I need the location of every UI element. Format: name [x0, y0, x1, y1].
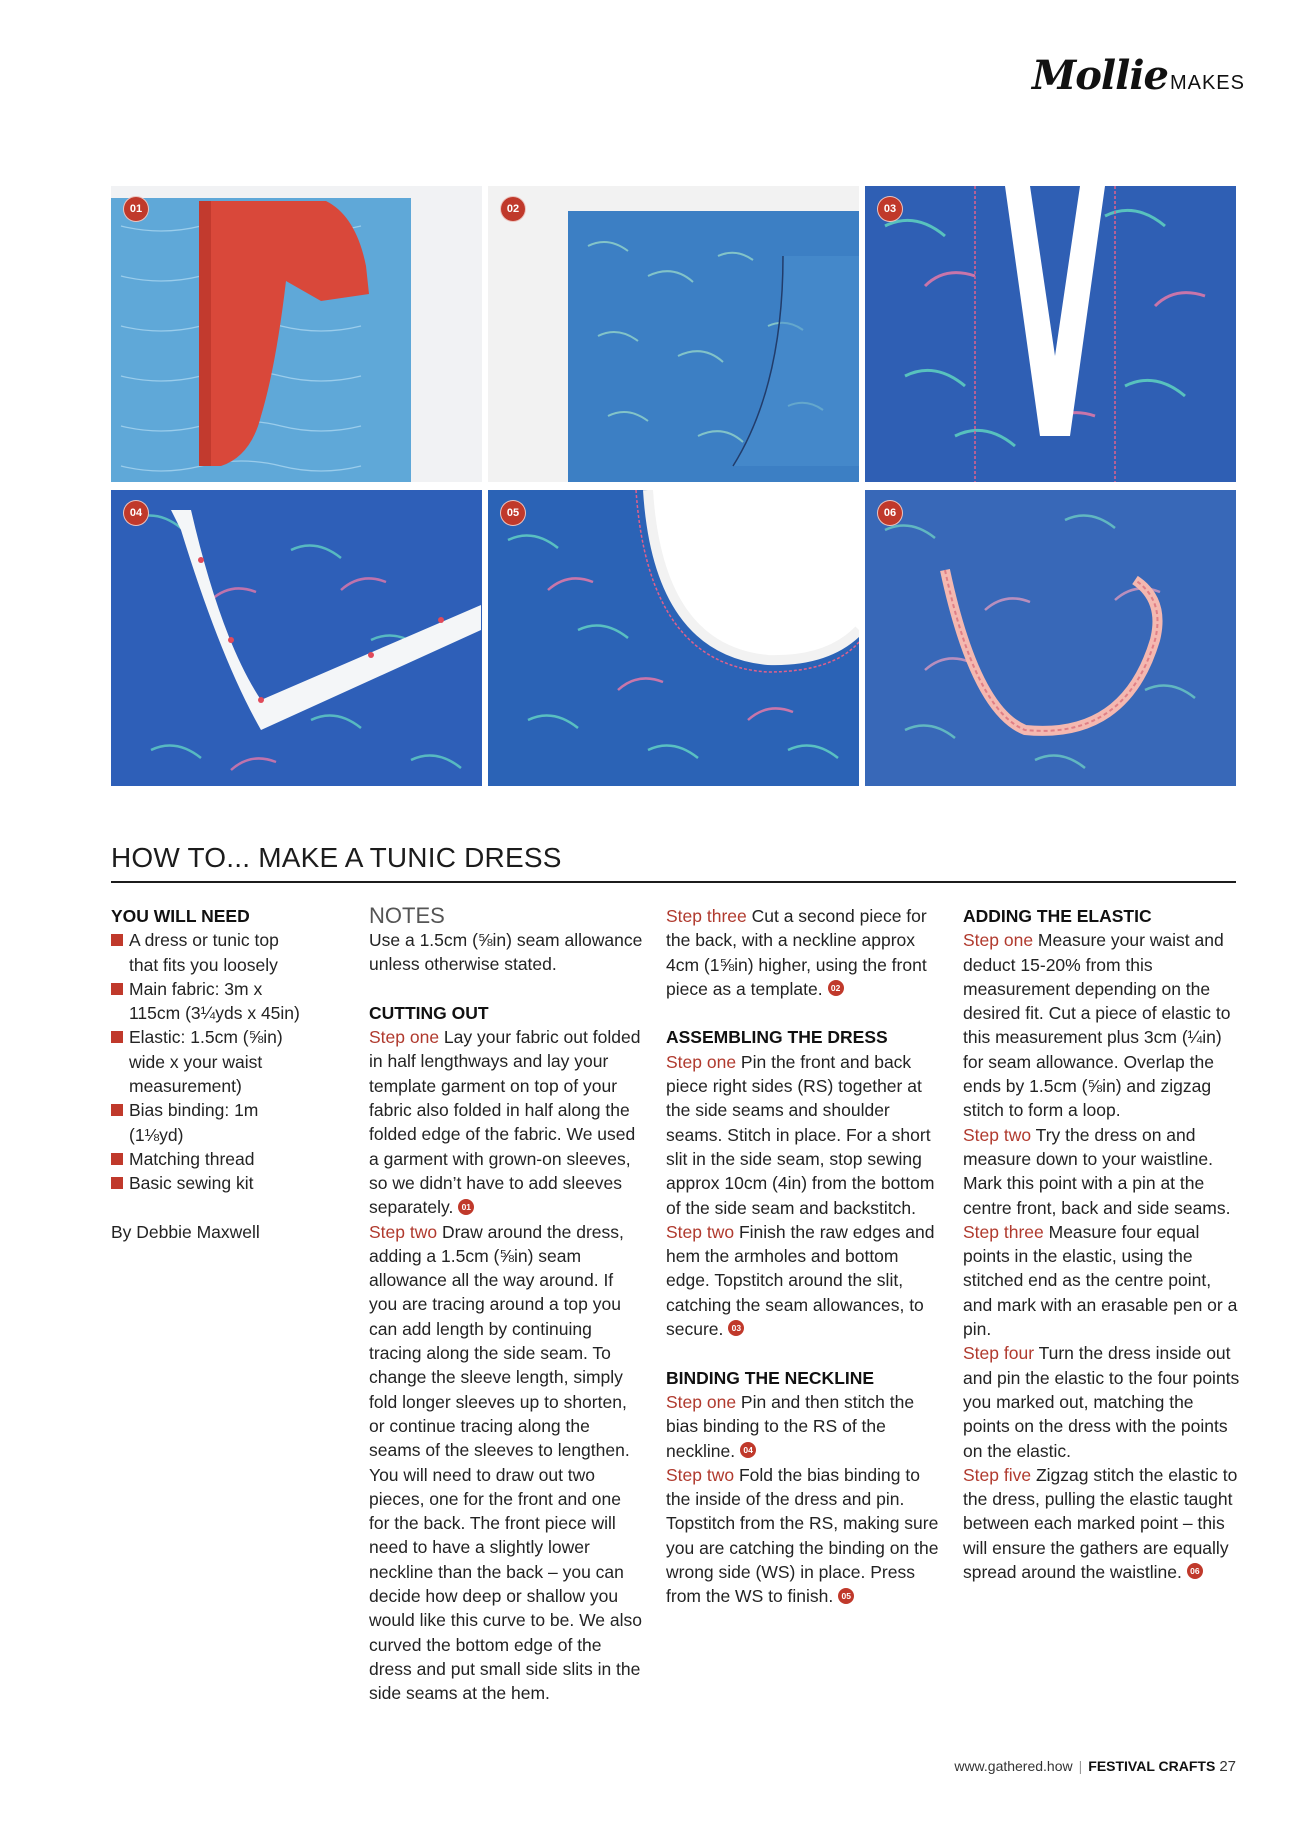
step-label: Step two [666, 1221, 735, 1242]
step-label: Step two [963, 1124, 1032, 1145]
assembling-step-two [666, 1220, 946, 1341]
photo-number-03: 03 [877, 196, 903, 222]
photo-06 [865, 490, 1236, 786]
step-label: Step five [963, 1464, 1032, 1485]
elastic-step-three [963, 1220, 1243, 1341]
photo-number-06: 06 [877, 500, 903, 526]
cutting-step-two [369, 1220, 646, 1706]
brand-script: Mollie [1031, 52, 1168, 99]
footer-section: FESTIVAL CRAFTS [1088, 1758, 1216, 1774]
step-text: Draw around the dress, adding a 1.5cm (⅝in) seam allowance all the way around. If you are tracing around a top you can add length by continuing tracing along the side seam. To change the sleeve length, simply fold longer sleeves up to shorten, or continue tracing along the seams of the sleeves to lengthen. You will need to draw out two pieces, one for the front and one for the back. The front piece will need to have a slightly lower neckline than the back – you can decide how deep or shallow you would like this curve to be. We also curved the bottom edge of the dress and put small side slits in the side seams at the hem. [369, 1221, 643, 1704]
elastic-step-four [963, 1341, 1243, 1462]
photo-ref-badge: 06 [1187, 1563, 1203, 1579]
step-label: Step three [963, 1221, 1044, 1242]
photo-05 [488, 490, 859, 786]
materials-item: Main fabric: 3m x 115cm (3¼yds x 45in) [111, 977, 311, 1026]
binding-step-one [666, 1390, 946, 1463]
byline: By Debbie Maxwell [111, 1221, 260, 1242]
column-you-will-need [111, 904, 311, 1244]
photo-ref-badge: 02 [828, 980, 844, 996]
step-text: Measure your waist and deduct 15-20% from this measurement depending on the desired fit. Cut a piece of elastic to this measurement plus 3cm (¼in) for seam allowance. Overlap the ends by 1.5cm (⅝in) and zigzag stitch to form a loop. [963, 930, 1231, 1121]
step-label: Step one [666, 1391, 737, 1412]
materials-item: Basic sewing kit [111, 1171, 311, 1195]
photo-02 [488, 186, 859, 482]
notes-heading: NOTES [369, 903, 445, 928]
step-text: Lay your fabric out folded in half lengthways and lay your template garment on top of your fabric also folded in half along the folded edge of the fabric. We used a garment with grown-on sleeves, so we didn’t have to add sleeves separately. [369, 1027, 641, 1218]
step-label: Step two [369, 1221, 438, 1242]
photo-number-05: 05 [500, 500, 526, 526]
assembling-heading: ASSEMBLING THE DRESS [666, 1027, 888, 1048]
binding-step-two [666, 1463, 946, 1609]
brand-logo [1032, 52, 1245, 99]
you-will-need-heading: YOU WILL NEED [111, 906, 250, 926]
title-divider [111, 881, 1236, 883]
page-number: 27 [1219, 1758, 1236, 1775]
binding-heading: BINDING THE NECKLINE [666, 1367, 875, 1388]
step-text: Cut a second piece for the back, with a neckline approx 4cm (1⅝in) higher, using the front piece as a template. [666, 906, 927, 999]
step-text: Pin and then stitch the bias binding to the RS of the neckline. [666, 1391, 915, 1461]
brand-caps: MAKES [1169, 72, 1245, 94]
materials-item: Bias binding: 1m (1⅛yd) [111, 1098, 311, 1147]
column-notes-cutting [369, 904, 646, 1706]
elastic-step-five [963, 1463, 1243, 1584]
materials-list [111, 928, 311, 1195]
photo-ref-badge: 01 [458, 1199, 474, 1215]
step-text: Try the dress on and measure down to your waistline. Mark this point with a pin at the centre front, back and side seams. [963, 1124, 1231, 1218]
materials-item: Matching thread [111, 1147, 311, 1171]
step-text: Pin the front and back piece right sides (RS) together at the side seams and shoulder seams. Stitch in place. For a short slit in the side seam, stop sewing approx 10cm (4in) from the bottom of the side seam and backstitch. [666, 1051, 935, 1218]
photo-04 [111, 490, 482, 786]
materials-item: Elastic: 1.5cm (⅝in) wide x your waist measurement) [111, 1025, 311, 1098]
column-assembling [666, 904, 946, 1609]
cutting-step-three [666, 904, 946, 1001]
photo-number-02: 02 [500, 196, 526, 222]
step-text: Zigzag stitch the elastic to the dress, pulling the elastic taught between each marked point – this will ensure the gathers are equally spread around the waistline. [963, 1464, 1238, 1583]
page-footer [954, 1758, 1236, 1775]
step-text: Fold the bias binding to the inside of the dress and pin. Topstitch from the RS, making sure you are catching the binding on the wrong side (WS) in place. Press from the WS to finish. [666, 1464, 939, 1607]
step-label: Step four [963, 1343, 1035, 1364]
elastic-step-one [963, 928, 1243, 1122]
footer-separator: | [1078, 1758, 1083, 1774]
step-text: Turn the dress inside out and pin the elastic to the four points you marked out, matching the points on the dress with the points on the elastic. [963, 1343, 1240, 1461]
assembling-step-one [666, 1050, 946, 1220]
step-label: Step two [666, 1464, 735, 1485]
photo-number-04: 04 [123, 500, 149, 526]
photo-01 [111, 186, 482, 482]
step-text: Finish the raw edges and hem the armholes and bottom edge. Topstitch around the slit, catching the seam allowances, to secure. [666, 1221, 935, 1340]
materials-item: A dress or tunic top that fits you loosely [111, 928, 311, 977]
notes-text: Use a 1.5cm (⅝in) seam allowance unless otherwise stated. [369, 930, 643, 975]
photo-ref-badge: 05 [838, 1588, 854, 1604]
photo-ref-badge: 04 [740, 1442, 756, 1458]
page-title: HOW TO... MAKE A TUNIC DRESS [111, 842, 562, 873]
photo-ref-badge: 03 [728, 1320, 744, 1336]
cutting-step-one [369, 1025, 646, 1219]
cutting-out-heading: CUTTING OUT [369, 1002, 489, 1023]
elastic-heading: ADDING THE ELASTIC [963, 906, 1152, 926]
photo-03 [865, 186, 1236, 482]
photo-number-01: 01 [123, 196, 149, 222]
elastic-step-two [963, 1123, 1243, 1220]
step-label: Step one [369, 1027, 440, 1048]
step-label: Step one [666, 1051, 737, 1072]
footer-url: www.gathered.how [954, 1758, 1073, 1774]
column-elastic [963, 904, 1243, 1584]
step-label: Step three [666, 906, 747, 926]
step-label: Step one [963, 930, 1034, 951]
photo-grid [111, 186, 1236, 786]
step-text: Measure four equal points in the elastic, using the stitched end as the centre point, and mark with an erasable pen or a pin. [963, 1221, 1238, 1340]
